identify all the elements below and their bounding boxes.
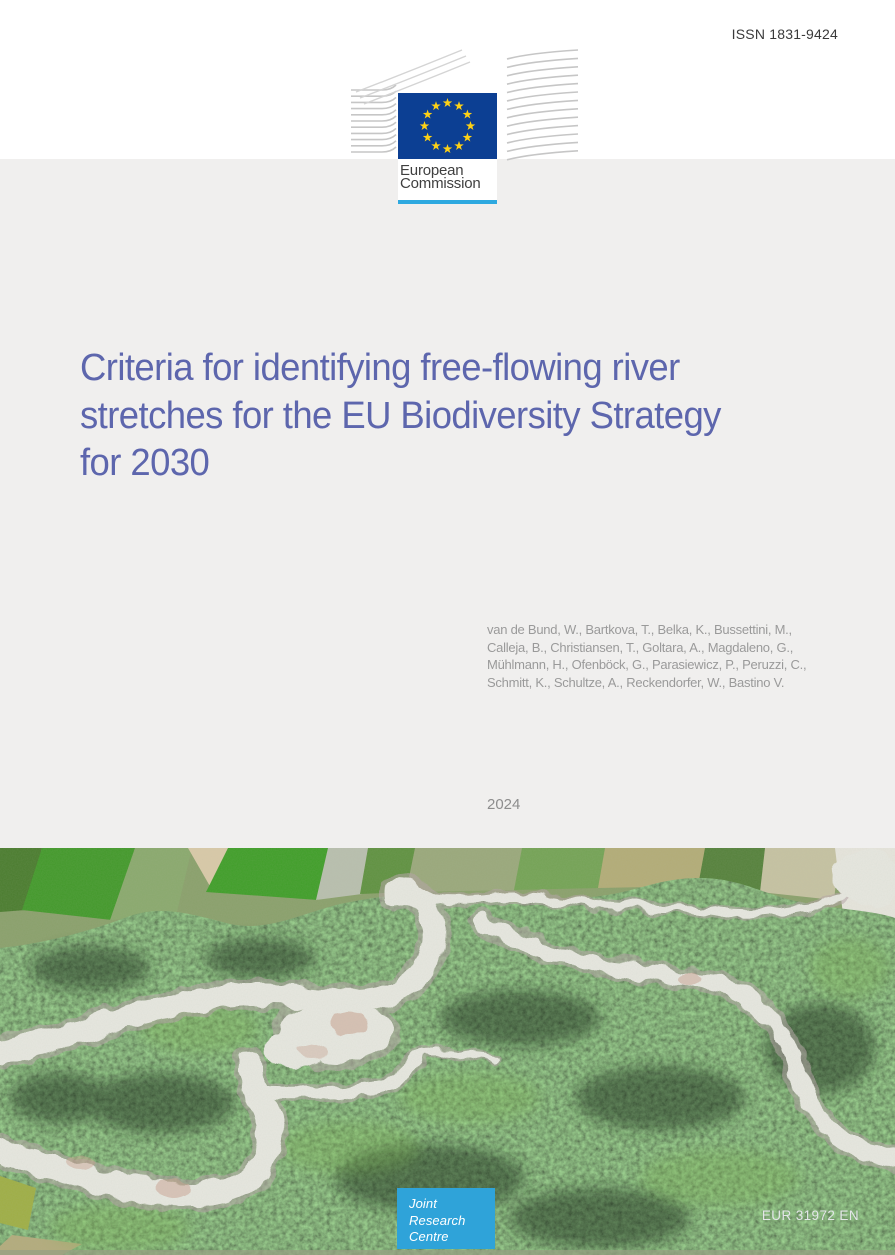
report-number: EUR 31972 EN	[761, 1208, 859, 1223]
report-title-line1: Criteria for identifying free-flowing river	[80, 347, 680, 389]
report-title-line3: for 2030	[80, 442, 210, 484]
authors-line4: Schmitt, K., Schultze, A., Reckendorfer, W., Bastino V.	[487, 674, 785, 690]
jrc-line2: Research	[409, 1212, 466, 1228]
ec-wordmark-line1: European	[400, 162, 464, 179]
photo-bottom-edge	[0, 1250, 895, 1255]
jrc-line1: Joint	[409, 1196, 437, 1211]
authors-list	[487, 621, 847, 691]
authors-line3: Mühlmann, H., Ofenböck, G., Parasiewicz, P., Peruzzi, C.,	[487, 657, 807, 673]
report-title-line2: stretches for the EU Biodiversity Strategy	[80, 394, 721, 437]
report-title	[80, 345, 829, 488]
publication-year: 2024	[487, 796, 521, 813]
ec-wordmark	[398, 159, 497, 200]
authors-line2: Calleja, B., Christiansen, T., Goltara, A., Magdaleno, G.,	[487, 639, 794, 655]
issn-label: ISSN 1831-9424	[731, 26, 838, 42]
european-commission-logo	[350, 46, 582, 208]
joint-research-centre-badge	[397, 1188, 495, 1249]
ec-wordmark-line2: Commission	[400, 174, 481, 192]
ec-accent-bar	[398, 200, 497, 204]
authors-line1: van de Bund, W., Bartkova, T., Belka, K., Bussettini, M.,	[487, 622, 792, 637]
logo-ribbon-left-stripes	[351, 85, 396, 152]
jrc-line3: Centre	[409, 1229, 449, 1244]
logo-ribbon-right-stripes	[507, 50, 578, 160]
